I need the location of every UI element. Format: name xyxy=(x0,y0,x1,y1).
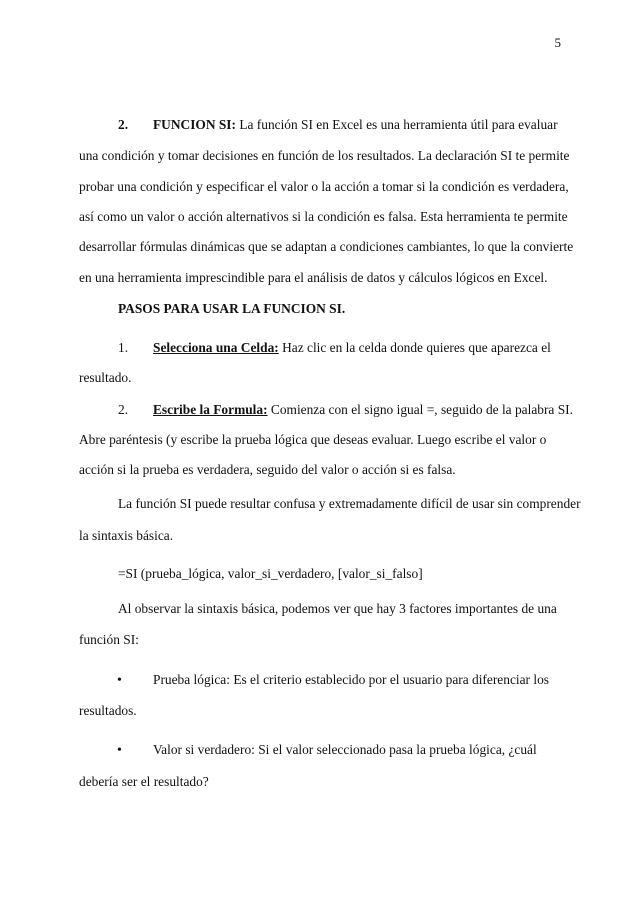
syntax-line: =SI (prueba_lógica, valor_si_verdadero, [valor_si_falso] xyxy=(118,566,423,581)
section-number: 2. xyxy=(118,117,129,132)
step-text: Haz clic en la celda donde quieres que aparezca el xyxy=(282,340,551,355)
steps-heading xyxy=(118,301,345,317)
section-paragraph-line: así como un valor o acción alternativos si la condición es falsa. Esta herramienta te permite xyxy=(79,209,568,224)
section-paragraph-line: una condición y tomar decisiones en función de los resultados. La declaración SI te permite xyxy=(79,148,570,163)
step-number: 2. xyxy=(118,402,129,417)
bullet-icon: • xyxy=(117,673,122,688)
section-paragraph-line: probar una condición y especificar el valor o la acción a tomar si la condición es verdadera, xyxy=(79,179,569,194)
section-heading-line xyxy=(118,117,128,133)
bullet-line: Prueba lógica: Es el criterio establecido por el usuario para diferenciar los xyxy=(153,672,549,687)
bullet-icon: • xyxy=(117,743,122,758)
bullet-line: resultados. xyxy=(79,703,137,718)
paragraph-line: función SI: xyxy=(79,632,139,647)
step-title: Selecciona una Celda: xyxy=(153,340,279,355)
bullet-line: Valor si verdadero: Si el valor seleccionado pasa la prueba lógica, ¿cuál xyxy=(153,742,537,757)
step-line: Abre paréntesis (y escribe la prueba lógica que deseas evaluar. Luego escribe el valor o xyxy=(79,432,547,447)
section-paragraph-line: desarrollar fórmulas dinámicas que se adaptan a condiciones cambiantes, lo que la convierte xyxy=(79,239,574,254)
steps-heading-text: PASOS PARA USAR LA FUNCION SI. xyxy=(118,301,346,316)
section-paragraph-line: en una herramienta imprescindible para el análisis de datos y cálculos lógicos en Excel. xyxy=(79,270,548,285)
section-text: La función SI en Excel es una herramienta útil para evaluar xyxy=(239,117,558,132)
step-line: acción si la prueba es verdadera, seguido del valor o acción si es falsa. xyxy=(79,462,456,477)
paragraph-line: la sintaxis básica. xyxy=(79,528,174,543)
step-line xyxy=(153,402,573,418)
step-line: resultado. xyxy=(79,370,132,385)
section-title: FUNCION SI: xyxy=(153,117,236,132)
step-line xyxy=(153,340,551,356)
step-text: Comienza con el signo igual =, seguido de la palabra SI. xyxy=(270,402,573,417)
bullet-line: debería ser el resultado? xyxy=(79,774,209,789)
paragraph-line: La función SI puede resultar confusa y extremadamente difícil de usar sin comprender xyxy=(118,496,581,511)
step-title: Escribe la Formula: xyxy=(153,402,268,417)
page-number: 5 xyxy=(554,35,561,50)
section-first-line xyxy=(153,117,558,133)
paragraph-line: Al observar la sintaxis básica, podemos ver que hay 3 factores importantes de una xyxy=(118,601,557,616)
step-number: 1. xyxy=(118,340,129,355)
